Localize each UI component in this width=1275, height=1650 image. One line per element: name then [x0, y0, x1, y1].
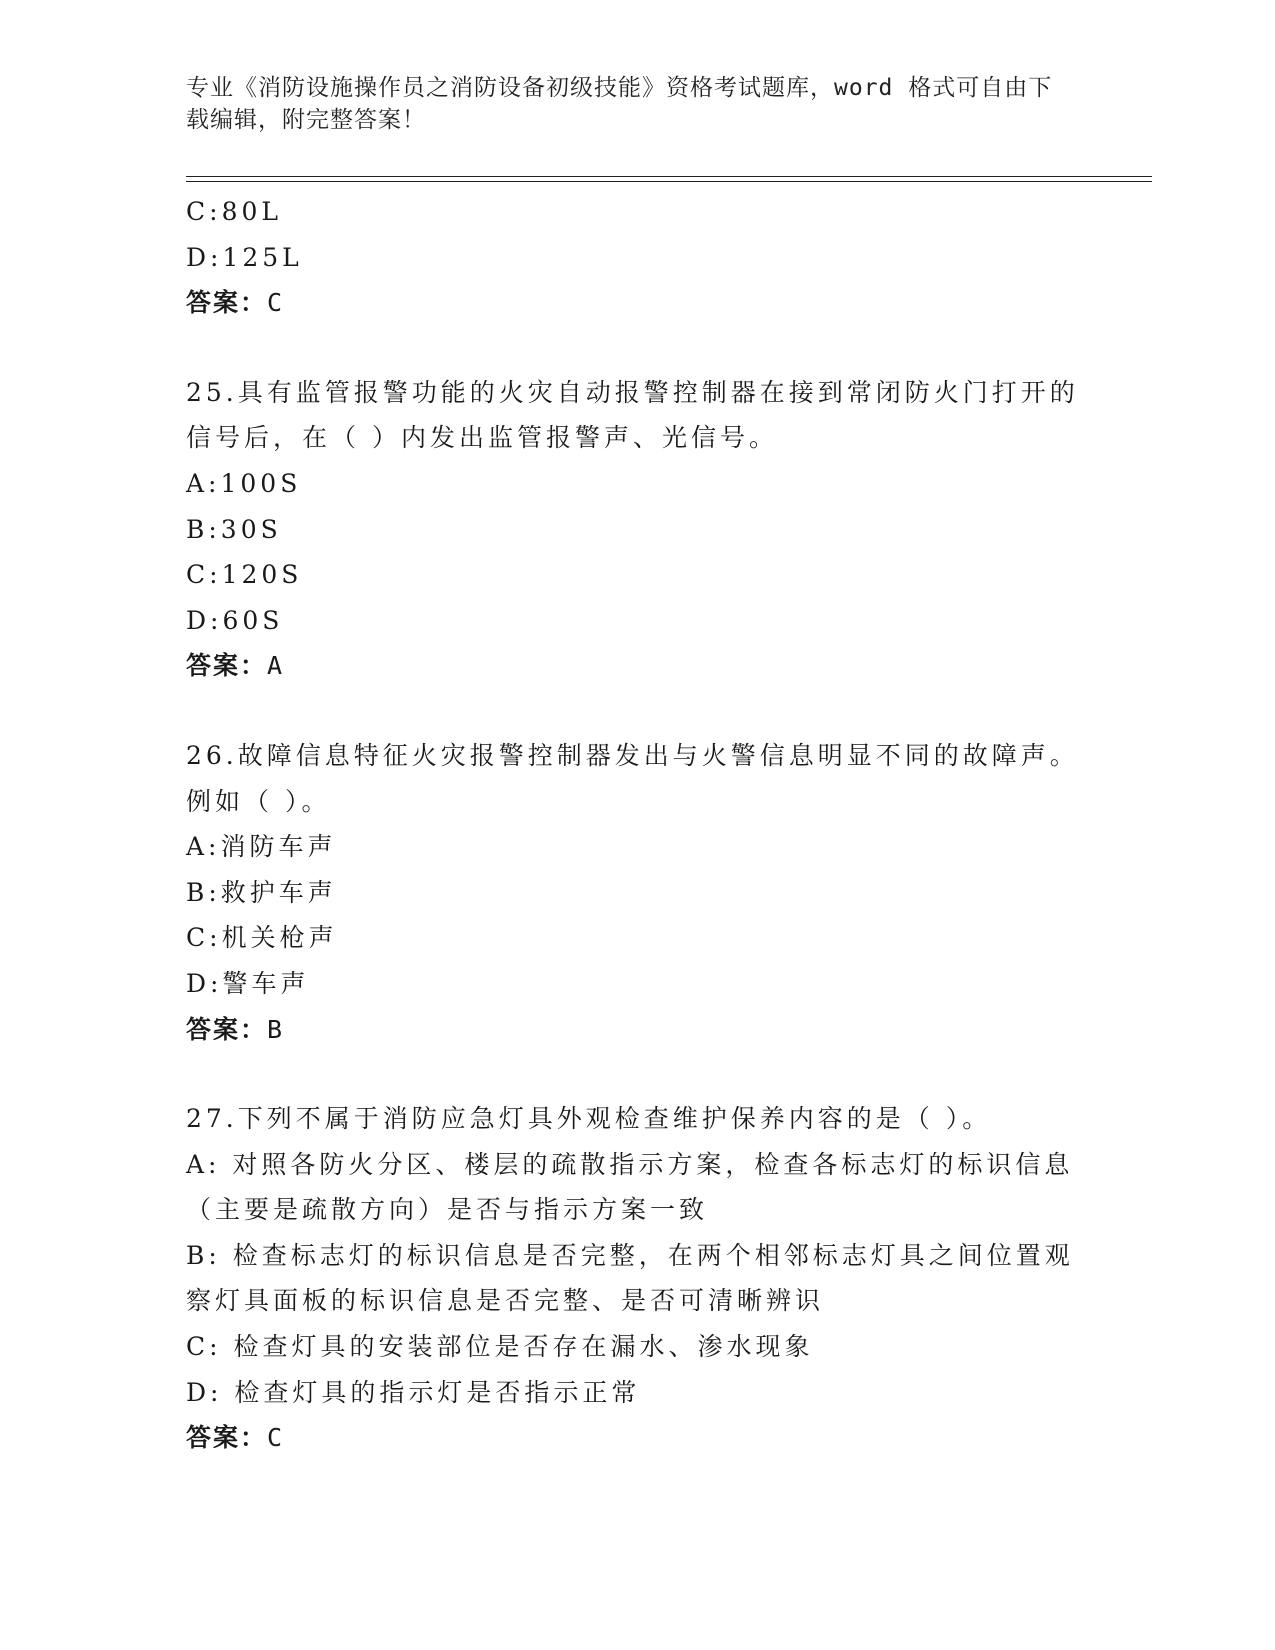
question-stem: 26.故障信息特征火灾报警控制器发出与火警信息明显不同的故障声。	[186, 740, 1079, 770]
header-line-2: 载编辑，附完整答案！	[186, 107, 426, 133]
question-stem: 信号后，在（ ）内发出监管报警声、光信号。	[186, 423, 778, 453]
header-divider-bottom	[186, 181, 1152, 182]
answer-line: 答案：A	[186, 651, 284, 681]
option-a: A:100S	[186, 468, 302, 498]
question-26	[186, 733, 1086, 1052]
question-25	[186, 370, 1086, 689]
prev-question	[186, 189, 1086, 326]
option-c: C:机关枪声	[186, 923, 338, 953]
question-stem: 25.具有监管报警功能的火灾自动报警控制器在接到常闭防火门打开的	[186, 377, 1079, 407]
option-b-continued: 察灯具面板的标识信息是否完整、是否可清晰辨识	[186, 1286, 825, 1316]
option-d: D: 检查灯具的指示灯是否指示正常	[186, 1377, 641, 1407]
option-a: A: 对照各防火分区、楼层的疏散指示方案，检查各标志灯的标识信息	[186, 1149, 1074, 1179]
header-divider-top	[186, 176, 1152, 177]
option-b: B: 检查标志灯的标识信息是否完整，在两个相邻标志灯具之间位置观	[186, 1240, 1074, 1270]
document-header	[186, 72, 1066, 136]
question-content	[186, 189, 1086, 1461]
option-a: A:消防车声	[186, 832, 337, 862]
question-27	[186, 1096, 1086, 1461]
option-b: B:30S	[186, 514, 282, 544]
option-d: D:125L	[186, 242, 303, 272]
option-b: B:救护车声	[186, 877, 337, 907]
option-d: D:警车声	[186, 968, 310, 998]
answer-line: 答案：C	[186, 1423, 284, 1453]
option-c: C:120S	[186, 560, 303, 590]
option-c: C:80L	[186, 197, 282, 226]
question-stem: 例如（ ）。	[186, 786, 331, 816]
option-c: C: 检查灯具的安装部位是否存在漏水、渗水现象	[186, 1332, 814, 1362]
answer-line: 答案：C	[186, 288, 284, 318]
header-line-1: 专业《消防设施操作员之消防设备初级技能》资格考试题库，word 格式可自由下	[186, 75, 1053, 101]
option-a-continued: （主要是疏散方向）是否与指示方案一致	[186, 1195, 709, 1225]
option-d: D:60S	[186, 605, 284, 635]
question-stem: 27.下列不属于消防应急灯具外观检查维护保养内容的是（ ）。	[186, 1104, 992, 1134]
answer-line: 答案：B	[186, 1014, 284, 1044]
